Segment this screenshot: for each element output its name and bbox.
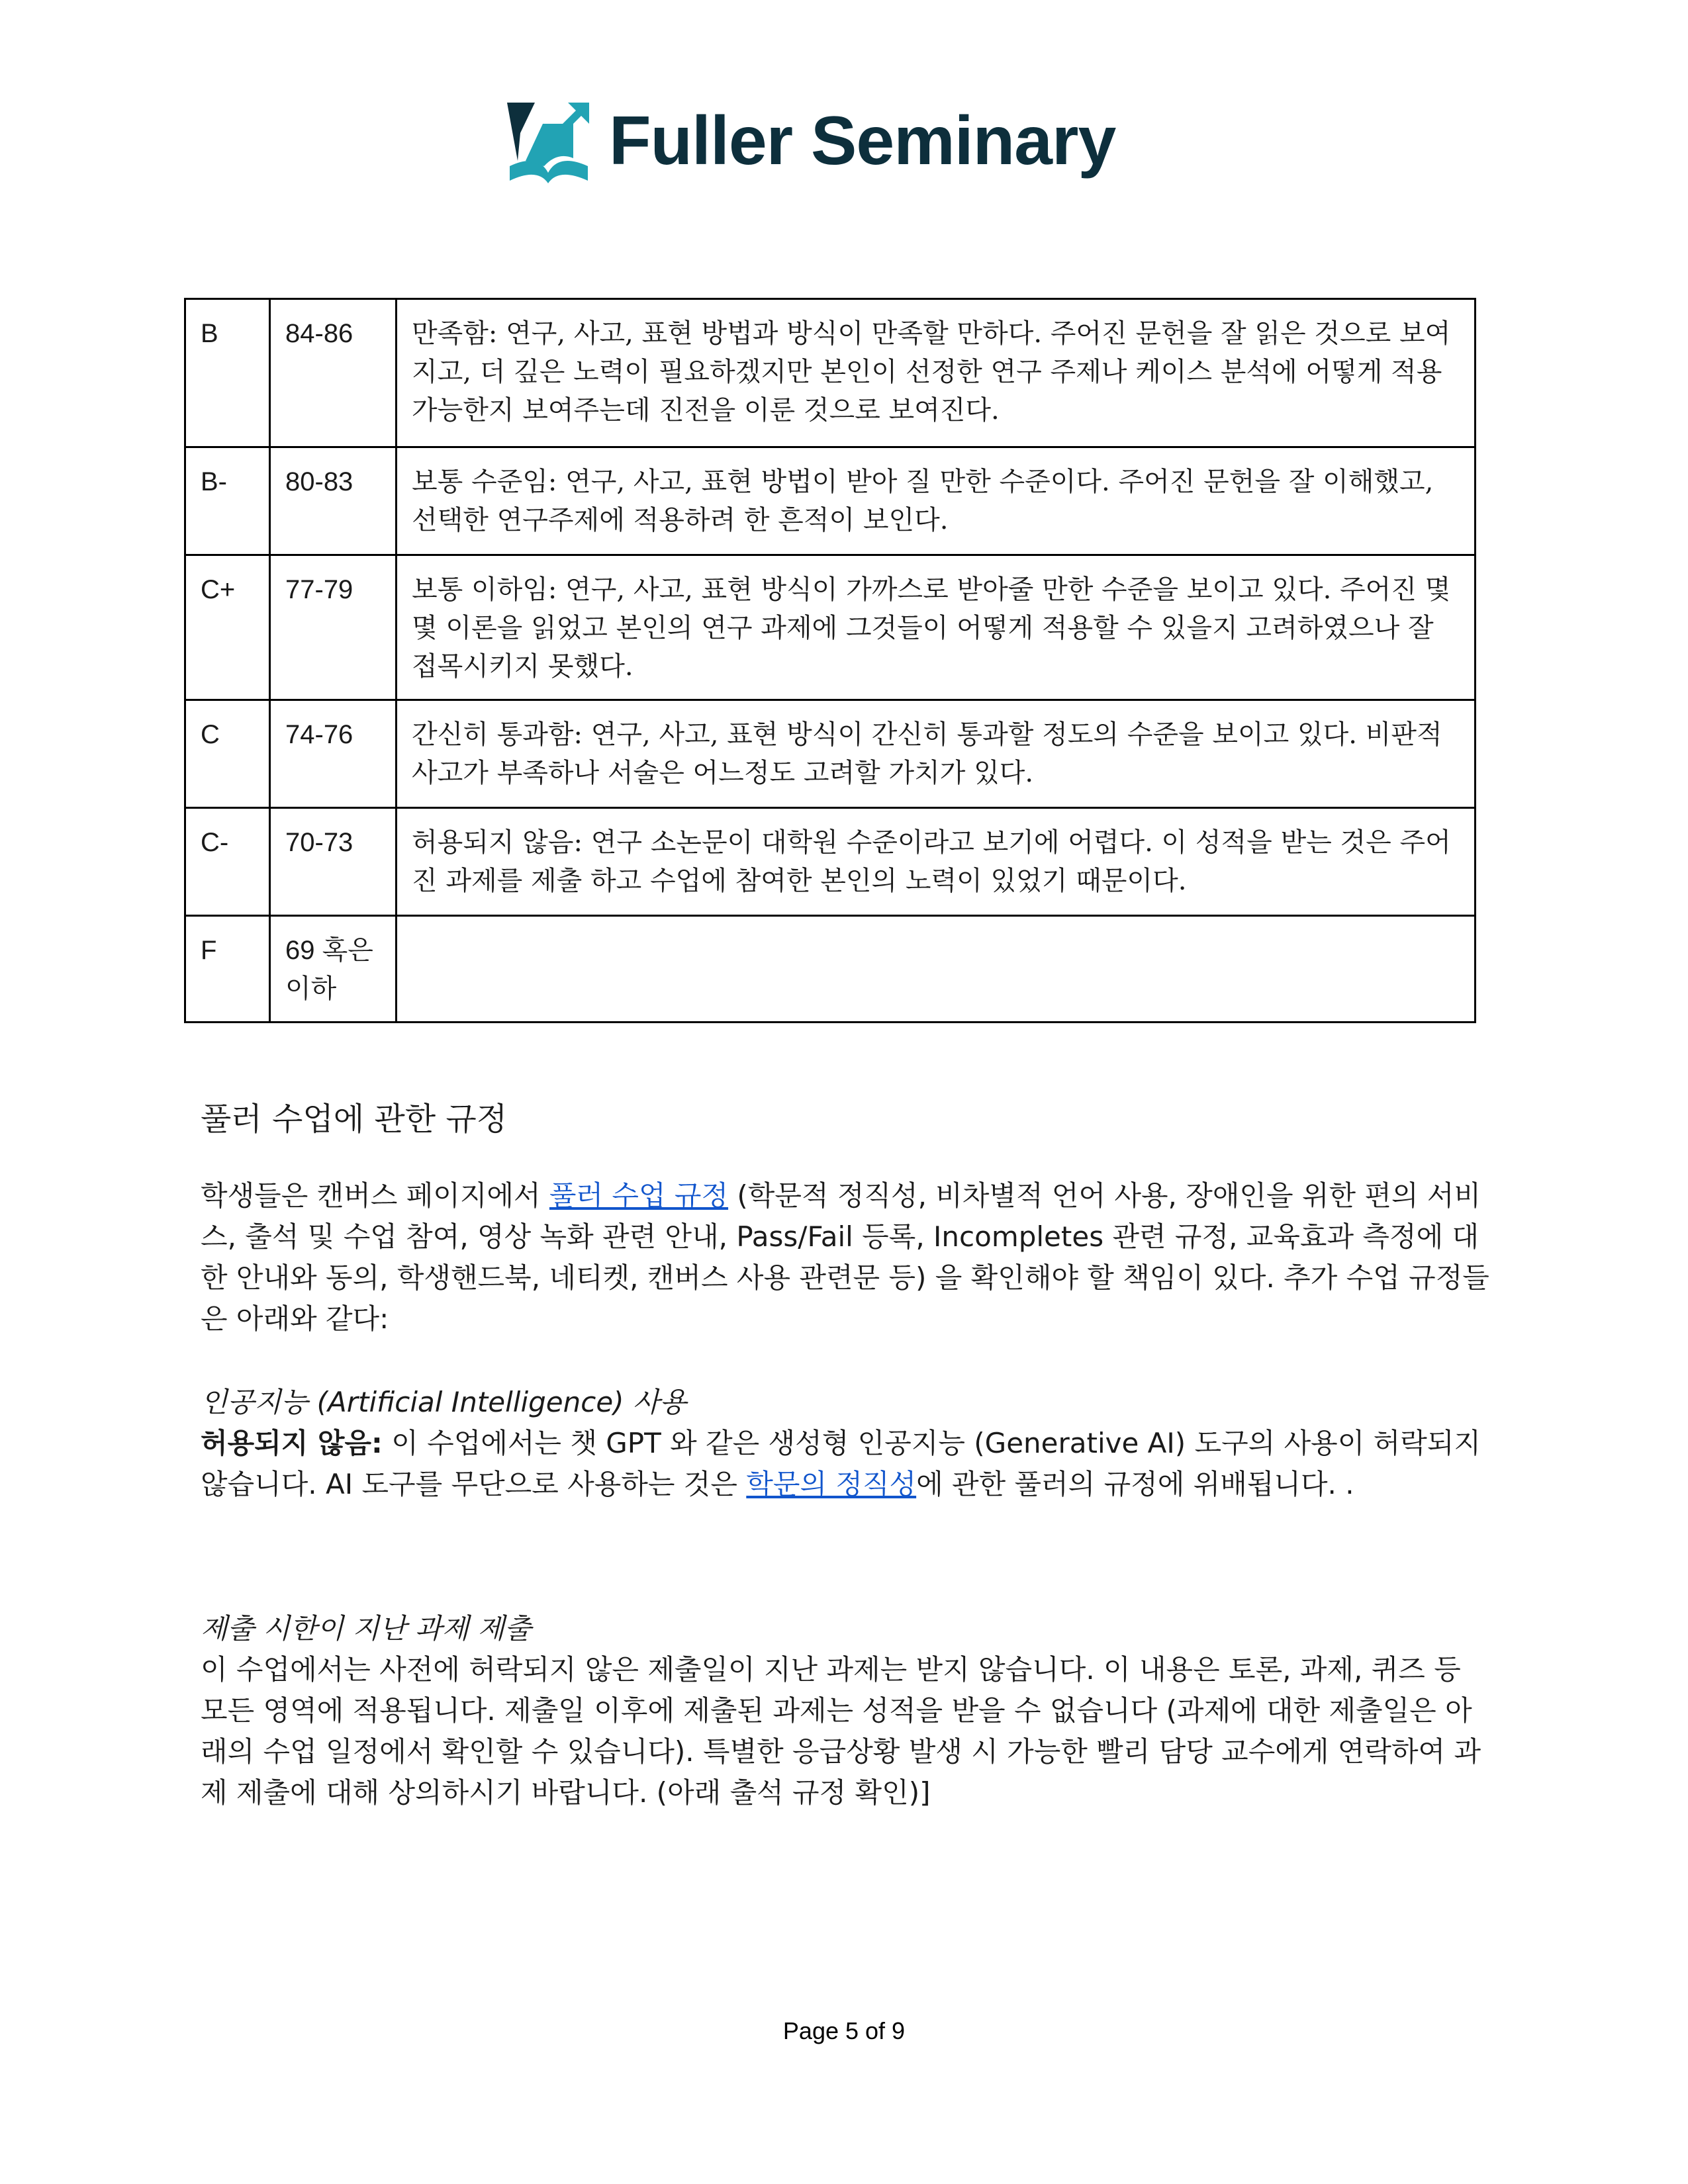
late-work-text: 이 수업에서는 사전에 허락되지 않은 제출일이 지난 과제는 받지 않습니다. 이 내용은 토론, 과제, 퀴즈 등 모든 영역에 적용됩니다. 제출일 이후에 제출된 과제는 성적을 받을 수 없습니다 (과제에 대한 제출일은 아래의 수업 일정에서 확인할 수 있습니다). 특별한 응급상황 발생 시 가능한 빨리 담당 교수에게 연락하여 과제 제출에 대해 상의하시기 바랍니다. (아래 출석 규정 확인)] — [201, 1653, 1481, 1809]
grade-description-cell: 허용되지 않음: 연구 소논문이 대학원 수준이라고 보기에 어렵다. 이 성적을 받는 것은 주어진 과제를 제출 하고 수업에 참여한 본인의 노력이 있었기 때문이다. — [397, 808, 1476, 916]
late-work-title: 제출 시한이 지난 과제 제출 — [201, 1612, 532, 1645]
grading-table — [184, 298, 1476, 1023]
score-range-cell: 74-76 — [270, 700, 397, 808]
table-row — [185, 916, 1476, 1023]
grade-cell: B — [185, 299, 270, 447]
ai-policy-text-before: 이 수업에서는 챗 GPT 와 같은 생성형 인공지능 (Generative AI) 도구의 사용이 허락되지 않습니다. AI 도구를 무단으로 사용하는 것은 — [201, 1427, 1481, 1500]
score-range-cell: 69 혹은 이하 — [270, 916, 397, 1023]
grade-description-cell — [397, 916, 1476, 1023]
academic-integrity-link[interactable]: 학문의 정직성 — [746, 1468, 917, 1500]
page-number: Page 5 of 9 — [782, 2017, 906, 2044]
book-arrow-icon — [504, 97, 592, 185]
logo-text: Fuller Seminary — [609, 103, 1116, 179]
table-row — [185, 447, 1476, 555]
ai-policy-title: 인공지능 (Artificial Intelligence) 사용 — [201, 1386, 687, 1418]
grade-cell: C+ — [185, 555, 270, 700]
policies-intro — [201, 1175, 1491, 1340]
score-range-cell: 80-83 — [270, 447, 397, 555]
intro-text-after: (학문적 정직성, 비차별적 언어 사용, 장애인을 위한 편의 서비스, 출석 및 수업 참여, 영상 녹화 관련 안내, Pass/Fail 등록, Incompletes 관련 규정, 교육효과 측정에 대한 안내와 동의, 학생핸드북, 네티켓, 캔버스 사용 관련문 등) 을 확인해야 할 책임이 있다. 추가 수업 규정들은 아래와 같다: — [201, 1179, 1489, 1335]
score-range-cell: 84-86 — [270, 299, 397, 447]
grade-cell: F — [185, 916, 270, 1023]
grade-cell: C- — [185, 808, 270, 916]
table-row — [185, 808, 1476, 916]
ai-policy-lead: 허용되지 않음: — [201, 1427, 383, 1459]
table-row — [185, 555, 1476, 700]
score-range-cell: 77-79 — [270, 555, 397, 700]
late-work-section — [201, 1608, 1491, 1813]
ai-policy-section — [201, 1382, 1491, 1505]
grade-cell: C — [185, 700, 270, 808]
course-policies-link[interactable]: 풀러 수업 규정 — [549, 1179, 729, 1212]
grade-description-cell: 보통 수준임: 연구, 사고, 표현 방법이 받아 질 만한 수준이다. 주어진 문헌을 잘 이해했고, 선택한 연구주제에 적용하려 한 흔적이 보인다. — [397, 447, 1476, 555]
score-range-cell: 70-73 — [270, 808, 397, 916]
intro-text-before: 학생들은 캔버스 페이지에서 — [201, 1179, 549, 1212]
grade-description-cell: 간신히 통과함: 연구, 사고, 표현 방식이 간신히 통과할 정도의 수준을 보이고 있다. 비판적 사고가 부족하나 서술은 어느정도 고려할 가치가 있다. — [397, 700, 1476, 808]
grade-cell: B- — [185, 447, 270, 555]
table-row — [185, 700, 1476, 808]
policies-heading: 풀러 수업에 관한 규정 — [201, 1101, 508, 1138]
table-row — [185, 299, 1476, 447]
fuller-logo — [504, 96, 1115, 186]
grade-description-cell: 만족함: 연구, 사고, 표현 방법과 방식이 만족할 만하다. 주어진 문헌을 잘 읽은 것으로 보여지고, 더 깊은 노력이 필요하겠지만 본인이 선정한 연구 주제나 케이스 분석에 어떻게 적용가능한지 보여주는데 진전을 이룬 것으로 보여진다. — [397, 299, 1476, 447]
grade-description-cell: 보통 이하임: 연구, 사고, 표현 방식이 가까스로 받아줄 만한 수준을 보이고 있다. 주어진 몇몇 이론을 읽었고 본인의 연구 과제에 그것들이 어떻게 적용할 수 있을지 고려하였으나 잘 접목시키지 못했다. — [397, 555, 1476, 700]
ai-policy-text-after: 에 관한 풀러의 규정에 위배됩니다. . — [916, 1468, 1354, 1500]
